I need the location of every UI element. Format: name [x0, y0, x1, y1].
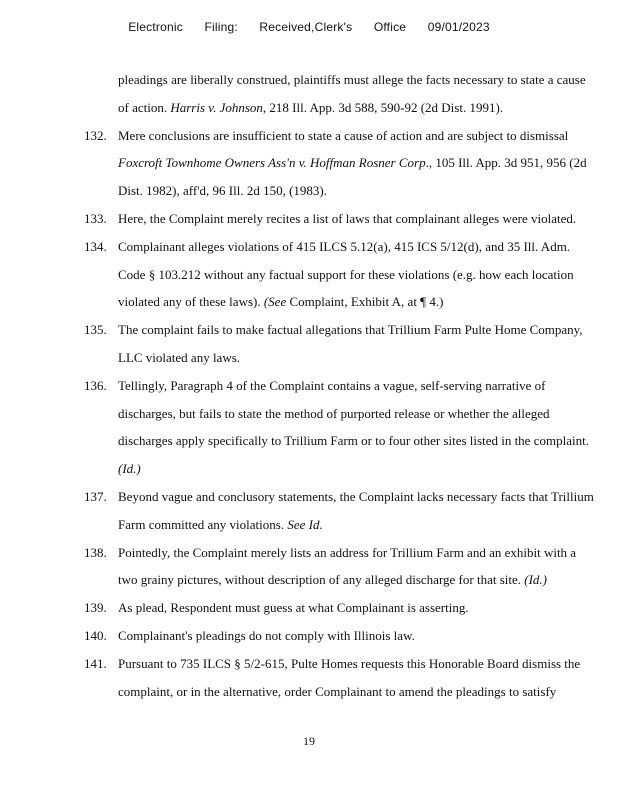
paragraph-133	[84, 205, 594, 233]
paragraph-132	[84, 122, 594, 205]
paragraph-text: As plead, Respondent must guess at what Complainant is asserting.	[118, 600, 469, 616]
paragraph-text: The complaint fails to make factual allegations that Trillium Farm Pulte Home Company, LLC violated any laws.	[118, 322, 583, 365]
paragraph-number: 134.	[84, 238, 107, 254]
paragraph-134	[84, 233, 594, 316]
continuation-citation: Harris v. Johnson	[170, 99, 263, 115]
paragraph-text: Pointedly, the Complaint merely lists an address for Trillium Farm and an exhibit with a two grainy pictures, without description of any alleged discharge for that site.	[118, 544, 577, 588]
continuation-paragraph	[84, 66, 594, 122]
page-number: 19	[303, 734, 315, 748]
paragraph-text: Tellingly, Paragraph 4 of the Complaint contains a vague, self-serving narrative of discharges, but fails to state the method of purported release or whether the alleged discharges apply specifically to Trillium Farm or to four other sites listed in the complaint.	[118, 377, 589, 449]
continuation-text: pleadings are liberally construed, plaintiffs must allege the facts necessary to state a cause of action.	[118, 72, 586, 115]
header-filing: Filing:	[204, 20, 238, 34]
paragraph-number: 140.	[84, 627, 107, 643]
paragraph-139	[84, 594, 594, 622]
header-date: 09/01/2023	[427, 20, 490, 34]
paragraph-id-cite: (Id.)	[118, 461, 141, 477]
paragraph-number: 138.	[84, 544, 107, 560]
continuation-citation-rest: , 218 Ill. App. 3d 588, 590-92 (2d Dist. 1991).	[262, 99, 504, 115]
paragraph-see-id: See Id.	[287, 516, 323, 532]
paragraph-136	[84, 372, 594, 483]
paragraph-number: 139.	[84, 600, 107, 616]
paragraph-text: Mere conclusions are insufficient to state a cause of action and are subject to dismissal	[118, 127, 569, 143]
paragraph-number: 133.	[84, 210, 107, 226]
paragraph-number: 136.	[84, 377, 107, 393]
header-received: Received,Clerk's	[259, 20, 353, 34]
paragraph-140	[84, 622, 594, 650]
paragraph-135	[84, 316, 594, 372]
paragraph-citation: Foxcroft Townhome Owners Ass'n v. Hoffman Rosner Corp	[118, 155, 426, 171]
paragraph-text: Pursuant to 735 ILCS § 5/2-615, Pulte Homes requests this Honorable Board dismiss the complaint, or in the alternative, order Complainant to amend the pleadings to satisfy	[118, 655, 581, 699]
paragraph-137	[84, 483, 594, 539]
paragraph-see: (See	[263, 294, 287, 310]
header-electronic: Electronic	[128, 20, 183, 34]
paragraph-id-cite: (Id.)	[524, 572, 548, 588]
paragraph-text: Beyond vague and conclusory statements, the Complaint lacks necessary facts that Trillium Farm committed any violations.	[118, 488, 594, 532]
paragraph-text: Complainant's pleadings do not comply with Illinois law.	[118, 627, 415, 643]
paragraph-see-rest: Complaint, Exhibit A, at ¶ 4.)	[286, 294, 444, 310]
paragraph-text: Here, the Complaint merely recites a list of laws that complainant alleges were violated.	[118, 210, 577, 226]
paragraph-141	[84, 650, 594, 706]
document-body	[84, 66, 594, 705]
paragraph-number: 135.	[84, 322, 107, 338]
paragraph-text: Complainant alleges violations of 415 ILCS 5.12(a), 415 ICS 5/12(d), and 35 Ill. Adm. Code § 103.212 without any factual support for these violations (e.g. how each location violated any of these laws).	[118, 238, 574, 310]
paragraph-138	[84, 539, 594, 595]
paragraph-number: 137.	[84, 488, 107, 504]
header-office: Office	[373, 20, 407, 34]
paragraph-citation-rest: ., 105 Ill. App. 3d 951, 956 (2d Dist. 1982), aff'd, 96 Ill. 2d 150, (1983).	[118, 155, 587, 199]
paragraph-number: 141.	[84, 655, 107, 671]
paragraph-number: 132.	[84, 127, 107, 143]
filing-header	[0, 20, 618, 34]
